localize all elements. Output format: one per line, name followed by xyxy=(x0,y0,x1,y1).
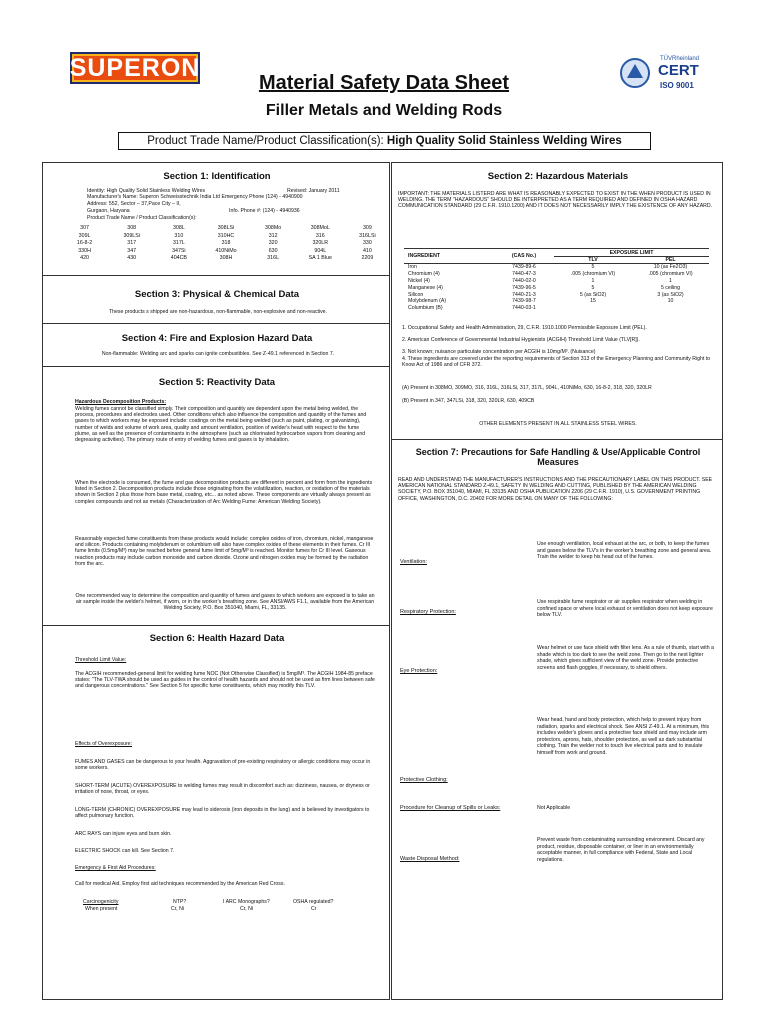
right-column xyxy=(391,162,723,1000)
classification-cell: 309 xyxy=(362,225,372,231)
section5-heading: Section 5: Reactivity Data xyxy=(158,377,276,388)
ventilation-text: Use enough ventilation, local exhaust at the arc, or both, to keep the fumes and gases below the TLV's in the worker's breathing zone and general area. Train the welder to keep his head out of the fumes. xyxy=(537,541,712,561)
section6-heading: Section 6: Health Hazard Data xyxy=(149,633,285,644)
table-cell-cas: 7440-47-3 xyxy=(512,271,536,278)
carcinogenicity-label: Carcinogenicity xyxy=(83,899,119,905)
classification-cell: 309LSi xyxy=(123,232,140,239)
table-row xyxy=(404,291,709,298)
identity: Identity: High Quality Solid Stainless Welding Wires xyxy=(87,188,206,194)
iarc-label: I ARC Monographs? xyxy=(223,899,270,905)
table-cell-pel: 1 xyxy=(669,277,672,284)
section2-important: IMPORTANT: THE MATERIALS LISTERD ARE WHAT IS REASONABLY EXPECTED TO EXIST IN THE WHEN PRODUCT IS USED IN WELDING. THE TERM "HAZARDOUS" SHOULD BE INTERPRETED AS A TERM REQUIRED AND DEFINED IN OSHA HAZARD COMMUNICATION STANDARD (29 C.F.R. 1910.1200) AND IT DOES NOT NECESSARILY IMPLY THE EXISTENCE OF ANY HAZARD. xyxy=(398,191,713,210)
table-row xyxy=(404,278,709,285)
divider xyxy=(43,625,389,626)
divider xyxy=(392,439,722,440)
table-cell-cas: 7439-98-7 xyxy=(512,298,536,305)
classification-cell: 630 xyxy=(268,247,278,254)
table-cell-tlv: 15 xyxy=(590,298,596,305)
waste-disposal-text: Prevent waste from contaminating surrounding environment. Discard any product, residue, disposable container, or liner in an environmentally acceptable manner, in full compliance with Federal, State and Local regulations. xyxy=(537,837,705,863)
table-body xyxy=(404,264,709,312)
classification-cell: 308MoL xyxy=(310,225,330,231)
classification-cell: SA 1 Blue xyxy=(308,255,332,261)
table-row xyxy=(404,305,709,312)
section5-paragraph-1: Welding fumes cannot be classified simply. Their composition and quantity are dependent upon the metal being welded, the process, procedures and electrodes used. Other conditions which also influence the composition and quantity of the fumes and gases to which workers may be exposed include: coatings on the metal being welded (such as paint, plating, or galvanizing), number of welds and volume of work area, quality and amount ventilation, position of welder's head with respect to the fume plume, as well as the presence of contaminants in the atmosphere (such as chlorinated hydrocarbon vapors from cleaning and degreasing activities). The primary route of entry of welding fumes and gases is by inhalation. xyxy=(75,406,367,444)
respiratory-label: Respiratory Protection: xyxy=(400,609,456,615)
ventilation-label: Ventilation: xyxy=(400,559,427,565)
classification-row xyxy=(61,255,391,263)
spill-cleanup-text: Not Applicable xyxy=(537,805,571,811)
table-row xyxy=(404,264,709,271)
tlv-text: The ACGIH recommended-general limit for welding fume NOC (Not Otherwise Classified) is 5mg/M³. The ACGIH 1984-85 preface states: "The TLV-TWA should be used as guides in the control of health hazards and should not be used as firm lines between safe and dangerous concentrations." See Section 5 for specific fume constituents, which may modify this TLV. xyxy=(75,671,375,690)
table-header: INGREDIENT (CAS No.) EXPOSURE LIMIT TLV PEL xyxy=(404,248,709,264)
section4-text: Non-flammable: Welding arc and sparks can ignite combustibles. See Z-49.1 referenced in Section 7. xyxy=(101,351,335,357)
classification-cell: 316 xyxy=(315,232,325,239)
classification-row xyxy=(61,248,391,256)
effects-subheading: Effects of Overexposure: xyxy=(75,741,132,747)
divider xyxy=(43,275,389,276)
note-2: 2. American Conference of Governmental Industrial Hygienists (ACGIH) Threshold Limit Value (TLV[R]). xyxy=(402,337,640,343)
section1-heading: Section 1: Identification xyxy=(163,171,271,182)
classification-cell: 308H xyxy=(219,255,233,261)
ntp-value: Cr, Ni xyxy=(171,906,184,912)
eye-protection-text: Wear helmet or use face shield with filter lens. As a rule of thumb, start with a shade which is too dark to see the weld zone. Then go to the next lighter shade, which gives sufficient view of the weld zone. Provide protective screens and flash goggles, if necessary, to shield others. xyxy=(537,645,714,671)
section5-paragraph-4: One recommended way to determine the composition and quantity of fumes and gases to which workers are exposed is to take an air sample inside the welder's helmet, if worn, or in the worker's breathing zone. See ANSI/AWS F1.1, available from the American Welding Society, P.O. Box 351040, Miami, FL, 33135. xyxy=(75,593,375,612)
table-row xyxy=(404,298,709,305)
table-cell-tlv: .005 (chromium VI) xyxy=(570,271,616,278)
emergency-text: Call for medical Aid. Employ first aid techniques recommended by the American Red Cross. xyxy=(75,881,285,887)
note-3: 3. Not known; nuisance particulate concentration per ACGIH is 10mg/M³. (Nuisance) xyxy=(402,349,596,355)
classification-cell: 330 xyxy=(362,240,372,246)
other-elements: OTHER ELEMENTS PRESENT IN ALL STAINLESS STEEL WIRES. xyxy=(479,421,637,427)
classification-cell: 308LSi xyxy=(217,225,235,231)
trade-label: Product Trade Name / Product Classification(s): xyxy=(87,215,197,221)
present-a: (A) Present in 308MO, 309MO, 316, 316L, 316LSi, 317, 317L, 904L, 410NiMo, 630, 16-8-2, 318, 320, 320LR xyxy=(402,385,652,391)
respiratory-text: Use respirable fume respirator or air supplies respirator when welding in confined space or where local exhaust or ventilation does not keep exposure below TLV. xyxy=(537,599,713,619)
classification-cell: 404CB xyxy=(170,255,187,261)
osha-label: OSHA regulated? xyxy=(293,899,334,905)
classification-cell: 317L xyxy=(172,240,185,246)
address: Address: 552, Sector – 37,Pace City – II, xyxy=(87,201,181,207)
carcinogenicity-when: When present xyxy=(85,906,118,912)
protective-clothing-text: Wear head, hand and body protection, which help to prevent injury from radiation, sparks and electrical shock. See ANSI Z-49.1. At a minimum, this includes welder's gloves and a protective face shield and may include arm protectors, aprons, hats, shoulder protection, as well as dark substantial clothing. Train the welder not to touch live electrical parts and to insulate himself from work and ground. xyxy=(537,717,710,756)
note-4: 4. These ingredients are covered under the reporting requirements of Section 313 of the Emergency Planning and Community Right to Know Act of 1986 and of CFR 372. xyxy=(402,356,711,369)
table-cell-cas: 7440-03-1 xyxy=(512,305,536,312)
divider xyxy=(43,323,389,324)
table-cell-ingredient: Silicon xyxy=(408,291,424,298)
document-subtitle: Filler Metals and Welding Rods xyxy=(265,102,503,119)
osha-value: Cr xyxy=(311,906,317,912)
classification-cell: 309L xyxy=(78,232,91,239)
section5-subheading: Hazardous Decomposition Products: xyxy=(75,399,167,405)
effect-arc-rays: ARC RAYS can injure eyes and burn skin. xyxy=(75,831,172,837)
divider xyxy=(43,366,389,367)
classification-cell: 318 xyxy=(221,240,231,246)
section2-heading: Section 2: Hazardous Materials xyxy=(487,171,629,182)
effect-long-term: LONG-TERM (CHRONIC) OVEREXPOSURE may lead to siderosis (iron deposits in the lung) and is believed by investigators to affect pulmonary function. xyxy=(75,807,370,820)
classification-cell: 904L xyxy=(314,247,327,254)
emergency-subheading: Emergency & First Aid Procedures: xyxy=(75,865,156,871)
product-trade-name-box: Product Trade Name/Product Classification(s): High Quality Solid Stainless Welding Wires xyxy=(118,132,651,150)
table-cell-ingredient: Manganese (4) xyxy=(408,284,443,291)
effect-short-term: SHORT-TERM (ACUTE) OVEREXPOSURE to welding fumes may result in discomfort such as: dizziness, nausea, or dryness or irritation of nose, throat, or eyes. xyxy=(75,783,370,796)
classification-cell: 310 xyxy=(174,232,184,239)
table-cell-ingredient: Iron xyxy=(408,264,417,271)
table-cell-pel: 10 xyxy=(667,298,674,305)
superon-logo: SUPERON xyxy=(70,52,200,84)
classification-cell: 316LSi xyxy=(359,232,376,239)
table-cell-ingredient: Nickel (4) xyxy=(408,277,430,284)
city: Gurgaon, Haryana xyxy=(87,208,130,214)
classification-cell: 317 xyxy=(127,240,137,246)
effect-fumes: FUMES AND GASES can be dangerous to your health. Aggravation of pre-existing respiratory or allergic conditions may occur in some workers. xyxy=(75,759,371,772)
classification-cell: 410NiMo xyxy=(215,247,237,254)
classification-cell: 307 xyxy=(80,225,89,231)
manufacturer: Manufacturer's Name: Superon Schweisstechnik India Ltd Emergency Phone (124) - 4940900 xyxy=(87,194,303,200)
table-cell-cas: 7439-96-5 xyxy=(512,284,536,291)
section5-paragraph-2: When the electrode is consumed, the fume and gas decomposition products are different in percent and form from the ingredients listed in Section 2. Decomposition products include those originating from the volatilization, reaction, or oxidation of the materials shown in Section 2 plus those from base metal, coating, etc... as noted above. These components are virtually always present as complex compounds and not as metals (Characterization of Arc Welding Fume: American Welding Society). xyxy=(75,480,373,505)
present-b: (B) Present in 347, 347LSi, 318, 320, 320LR, 630, 409CB xyxy=(402,398,535,404)
iarc-value: Cr, Ni xyxy=(240,906,253,912)
classification-cell: 308 xyxy=(127,225,137,231)
ntp-label: NTP? xyxy=(173,899,187,905)
table-cell-tlv: 5 (as SiO2) xyxy=(579,291,607,298)
classification-cell: 330H xyxy=(78,247,91,254)
section7-heading: Section 7: Precautions for Safe Handling & Use/Applicable Control Measures xyxy=(415,447,701,467)
table-cell-tlv: 5 xyxy=(591,264,595,271)
tlv-subheading: Threshold Limit Value: xyxy=(75,657,127,663)
table-cell-ingredient: Columbium (B) xyxy=(408,305,443,312)
table-cell-cas: 7440-02-0 xyxy=(512,277,536,284)
classification-cell: 347Si xyxy=(172,247,186,254)
classification-row xyxy=(61,240,391,248)
hazardous-materials-table xyxy=(404,248,709,312)
protective-clothing-label: Protective Clothing: xyxy=(400,777,448,783)
section3-text: These products s shipped are non-hazardous, non-flammable, non-explosive and non-reactive. xyxy=(108,309,327,315)
section7-intro: READ AND UNDERSTAND THE MANUFACTURER'S INSTRUCTIONS AND THE PRECAUTIONARY LABEL ON THIS PRODUCT. SEE AMERICAN NATIONAL STANDARD Z-49.1, SAFETY IN WELDING AND CUTTING, PUBLISHED BY THE AMERICAN WELDING SOCIETY, P.O. BOX 351040, MIAMI, FL 33135 AND OSHA PUBLICATION 2206 (29 C.F.R. 1910), U.S. GOVERNMENT PRINTING OFFICE, WASHINGTON, D.C. 20402 FOR MORE DETAIL ON MANY OF THE FOLLOWING: xyxy=(398,477,713,502)
classification-cell: 316L xyxy=(267,255,280,261)
section3-heading: Section 3: Physical & Chemical Data xyxy=(134,289,300,300)
eye-protection-label: Eye Protection: xyxy=(400,668,438,674)
table-cell-pel: 10 (as Fe2O3) xyxy=(653,264,688,271)
classification-cell: 420 xyxy=(80,255,89,261)
waste-disposal-label: Waste Disposal Method: xyxy=(400,856,460,862)
left-column xyxy=(42,162,390,1000)
table-cell-pel: 5 ceiling xyxy=(660,284,681,291)
classification-cell: 310HC xyxy=(217,232,235,239)
table-cell-tlv: 1 xyxy=(591,277,595,284)
classification-cell: 16-8-2 xyxy=(76,240,93,246)
section5-paragraph-3: Reasonably expected fume constituents from these products would include: complex oxides of iron, chromium, nickel, manganese and silicon. Products containing molybdenum or columbium will also have complex oxides of these elements in their fumes. Cr III fume limits (0.5mg/M³) may be reached before general fume limit of 5mg/M³ is reached. Monitor fumes for Cr III level. Gaseous reaction products may include carbon monoxide and carbon dioxide. Ozone and nitrogen oxides may be formed by the radiation from the arc. xyxy=(75,536,374,567)
classification-cell: 347 xyxy=(127,247,137,254)
document-title: Material Safety Data Sheet xyxy=(258,72,510,94)
classification-row xyxy=(61,233,391,241)
classification-cell: 2209 xyxy=(361,255,374,261)
table-cell-cas: 7440-21-3 xyxy=(512,291,536,298)
classification-row xyxy=(61,225,391,233)
info-phone: Info. Phone #: (124) - 4940936 xyxy=(229,208,300,214)
table-cell-tlv: 5 xyxy=(591,284,595,291)
table-row xyxy=(404,284,709,291)
tuv-cert-badge: TÜVRheinland CERT ISO 9001 xyxy=(620,56,730,94)
table-cell-cas: 7439-89-6 xyxy=(512,264,536,271)
classification-cell: 320 xyxy=(268,240,278,246)
table-cell-pel: .005 (chromium VI) xyxy=(648,271,693,278)
classification-cell: 308L xyxy=(172,225,185,231)
classification-cell: 312 xyxy=(268,232,278,239)
table-cell-ingredient: Chromium (4) xyxy=(408,271,440,278)
classification-cell: 320LR xyxy=(312,240,329,246)
classification-grid xyxy=(61,225,391,263)
classification-cell: 410 xyxy=(362,247,372,254)
revised-date: Revised: January 2011 xyxy=(287,188,340,194)
tuv-triangle-icon xyxy=(627,64,643,78)
table-row xyxy=(404,271,709,278)
note-1: 1. Occupational Safety and Health Administration, 29, C.F.R. 1910.1000 Permissible Exposure Limit (PEL). xyxy=(402,325,647,331)
section4-heading: Section 4: Fire and Explosion Hazard Data xyxy=(121,333,313,344)
classification-cell: 430 xyxy=(127,255,137,261)
table-cell-pel: 3 (as SiO2) xyxy=(657,291,684,298)
effect-electric-shock: ELECTRIC SHOCK can kill. See Section 7. xyxy=(75,848,175,854)
classification-cell: 308Mo xyxy=(265,225,282,231)
spill-cleanup-label: Procedure for Cleanup of Spills or Leaks: xyxy=(400,805,501,811)
table-cell-ingredient: Molybdenum (A) xyxy=(408,298,447,305)
